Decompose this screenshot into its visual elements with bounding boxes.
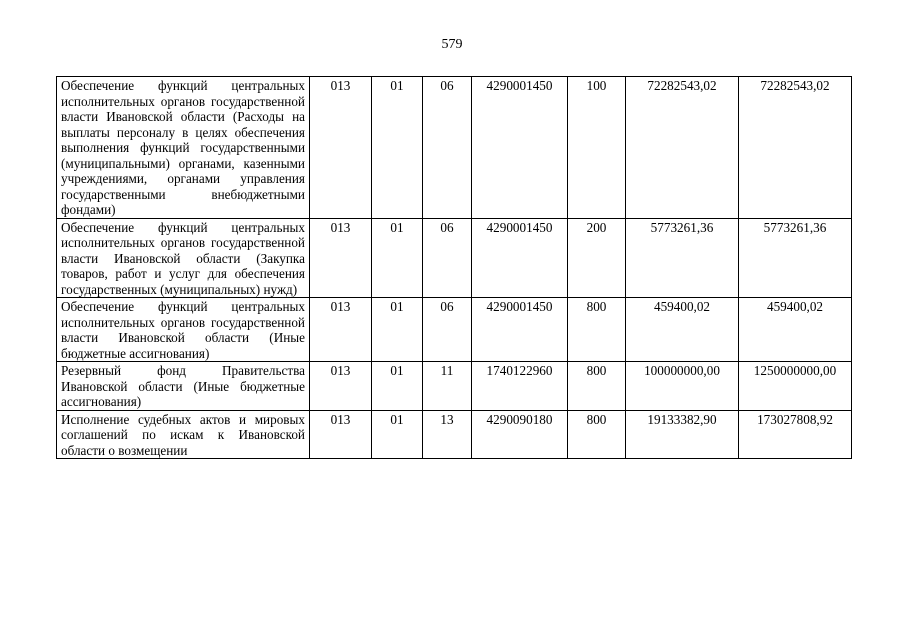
subsection-code: 13 — [423, 410, 472, 459]
admin-code: 013 — [310, 410, 372, 459]
amount-second: 1250000000,00 — [739, 362, 852, 411]
target-article-code: 4290001450 — [472, 298, 568, 362]
admin-code: 013 — [310, 298, 372, 362]
subsection-code: 06 — [423, 298, 472, 362]
target-article-code: 1740122960 — [472, 362, 568, 411]
target-article-code: 4290001450 — [472, 77, 568, 219]
page-number: 579 — [441, 37, 463, 52]
budget-table — [56, 76, 852, 459]
subsection-code: 06 — [423, 218, 472, 298]
section-code: 01 — [372, 362, 423, 411]
subsection-code: 06 — [423, 77, 472, 219]
amount-second: 5773261,36 — [739, 218, 852, 298]
amount-second: 459400,02 — [739, 298, 852, 362]
amount-first: 19133382,90 — [626, 410, 739, 459]
section-code: 01 — [372, 298, 423, 362]
amount-first: 459400,02 — [626, 298, 739, 362]
section-code: 01 — [372, 218, 423, 298]
expense-type-code: 800 — [568, 362, 626, 411]
row-description: Обеспечение функций центральных исполнительных органов государственной власти Ивановской области (Иные бюджетные ассигнования) — [57, 298, 310, 362]
admin-code: 013 — [310, 362, 372, 411]
target-article-code: 4290090180 — [472, 410, 568, 459]
row-description: Обеспечение функций центральных исполнительных органов государственной власти Ивановской области (Закупка товаров, работ и услуг для обеспечения государственных (муниципальных) нужд) — [57, 218, 310, 298]
table-row — [57, 218, 852, 298]
amount-first: 5773261,36 — [626, 218, 739, 298]
expense-type-code: 200 — [568, 218, 626, 298]
target-article-code: 4290001450 — [472, 218, 568, 298]
table-row — [57, 410, 852, 459]
table-row — [57, 298, 852, 362]
row-description: Обеспечение функций центральных исполнительных органов государственной власти Ивановской области (Расходы на выплаты персоналу в целях обеспечения выполнения функций государственными (муниципальными) органами, казенными учреждениями, органами управления государственными внебюджетными фондами) — [57, 77, 310, 219]
amount-second: 72282543,02 — [739, 77, 852, 219]
admin-code: 013 — [310, 218, 372, 298]
expense-type-code: 800 — [568, 410, 626, 459]
amount-first: 100000000,00 — [626, 362, 739, 411]
subsection-code: 11 — [423, 362, 472, 411]
table-row — [57, 362, 852, 411]
row-description: Исполнение судебных актов и мировых соглашений по искам к Ивановской области о возмещении — [57, 410, 310, 459]
expense-type-code: 100 — [568, 77, 626, 219]
table-row — [57, 77, 852, 219]
admin-code: 013 — [310, 77, 372, 219]
section-code: 01 — [372, 77, 423, 219]
expense-type-code: 800 — [568, 298, 626, 362]
amount-second: 173027808,92 — [739, 410, 852, 459]
section-code: 01 — [372, 410, 423, 459]
row-description: Резервный фонд Правительства Ивановской области (Иные бюджетные ассигнования) — [57, 362, 310, 411]
amount-first: 72282543,02 — [626, 77, 739, 219]
